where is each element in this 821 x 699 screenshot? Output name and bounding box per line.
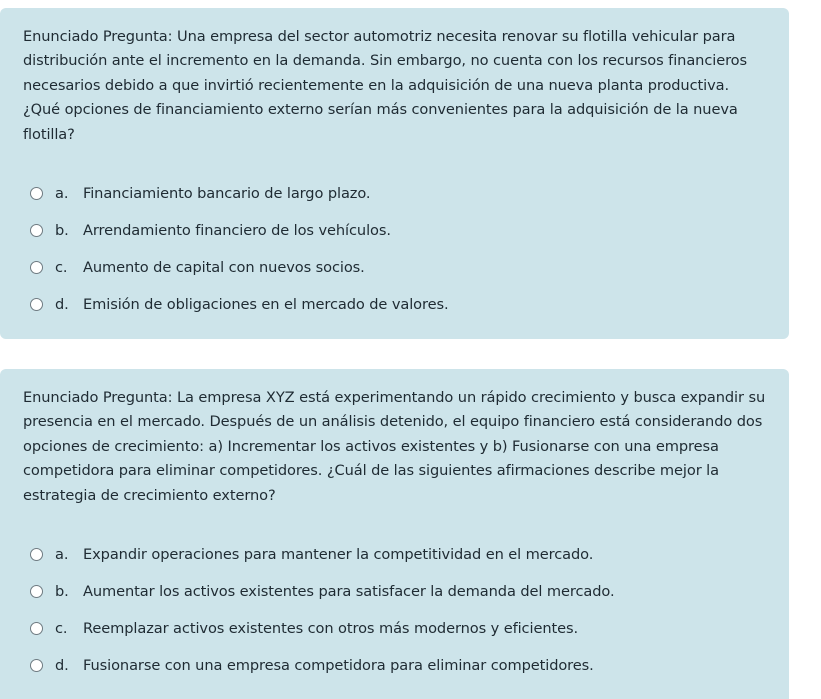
option-a[interactable] <box>30 536 769 573</box>
answer-options <box>30 175 769 323</box>
option-c[interactable] <box>30 249 769 286</box>
option-label[interactable]: Arrendamiento financiero de los vehículos. <box>83 222 391 239</box>
answer-options <box>30 536 769 684</box>
option-letter: c. <box>55 259 68 276</box>
option-label[interactable]: Aumento de capital con nuevos socios. <box>83 259 365 276</box>
option-label[interactable]: Emisión de obligaciones en el mercado de valores. <box>83 296 449 313</box>
radio-button-icon[interactable] <box>30 548 43 561</box>
option-d[interactable] <box>30 647 769 684</box>
option-label[interactable]: Aumentar los activos existentes para satisfacer la demanda del mercado. <box>83 583 615 600</box>
option-label[interactable]: Reemplazar activos existentes con otros más modernos y eficientes. <box>83 620 579 637</box>
option-label[interactable]: Expandir operaciones para mantener la competitividad en el mercado. <box>83 546 594 563</box>
option-letter: b. <box>55 583 69 600</box>
option-b[interactable] <box>30 212 769 249</box>
option-letter: a. <box>55 185 69 202</box>
option-label[interactable]: Financiamiento bancario de largo plazo. <box>83 185 371 202</box>
option-letter: d. <box>55 657 69 674</box>
question-text: Enunciado Pregunta: La empresa XYZ está experimentando un rápido crecimiento y busca expandir su presencia en el mercado. Después de un análisis detenido, el equipo financiero está considerando dos opciones de crecimiento: a) Incrementar los activos existentes y b) Fusionarse con una empresa competidora para eliminar competidores. ¿Cuál de las siguientes afirmaciones describe mejor la estrategia de crecimiento externo? <box>23 389 766 504</box>
radio-button-icon[interactable] <box>30 585 43 598</box>
option-letter: b. <box>55 222 69 239</box>
radio-button-icon[interactable] <box>30 622 43 635</box>
question-card-2 <box>0 369 789 699</box>
radio-button-icon[interactable] <box>30 261 43 274</box>
option-letter: d. <box>55 296 69 313</box>
option-letter: a. <box>55 546 69 563</box>
option-c[interactable] <box>30 610 769 647</box>
option-a[interactable] <box>30 175 769 212</box>
option-b[interactable] <box>30 573 769 610</box>
question-text: Enunciado Pregunta: Una empresa del sector automotriz necesita renovar su flotilla vehicular para distribución ante el incremento en la demanda. Sin embargo, no cuenta con los recursos financieros necesarios debido a que invirtió recientemente en la adquisición de una nueva planta productiva. ¿Qué opciones de financiamiento externo serían más convenientes para la adquisición de la nueva flotilla? <box>23 28 747 143</box>
option-d[interactable] <box>30 286 769 323</box>
radio-button-icon[interactable] <box>30 298 43 311</box>
question-card-1 <box>0 8 789 339</box>
radio-button-icon[interactable] <box>30 187 43 200</box>
radio-button-icon[interactable] <box>30 659 43 672</box>
radio-button-icon[interactable] <box>30 224 43 237</box>
option-label[interactable]: Fusionarse con una empresa competidora para eliminar competidores. <box>83 657 594 674</box>
option-letter: c. <box>55 620 68 637</box>
